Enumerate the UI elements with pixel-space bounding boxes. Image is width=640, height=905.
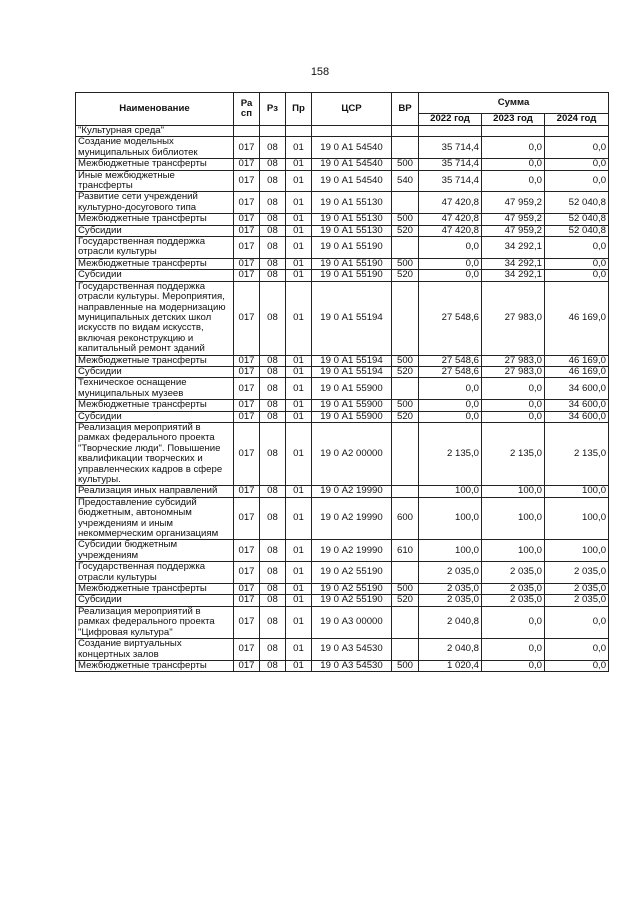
header-vr: ВР <box>392 93 419 126</box>
cell-csr: 19 0 А1 55130 <box>312 225 392 236</box>
cell-sum-2022 <box>419 126 482 137</box>
cell-name: Субсидии <box>76 270 234 281</box>
cell-rz: 08 <box>260 258 286 269</box>
cell-csr: 19 0 А2 19990 <box>312 540 392 562</box>
cell-sum-2023: 0,0 <box>482 159 545 170</box>
cell-vr: 500 <box>392 159 419 170</box>
table-row <box>76 562 609 584</box>
cell-sum-2023: 0,0 <box>482 660 545 671</box>
cell-rz: 08 <box>260 137 286 159</box>
cell-name: Реализация мероприятий в рамках федерального проекта "Творческие люди". Повышение квалификации творческих и управленческих кадров в сфере культуры. <box>76 422 234 485</box>
cell-sum-2024: 0,0 <box>545 639 609 661</box>
cell-rasp: 017 <box>234 366 260 377</box>
cell-pr: 01 <box>286 366 312 377</box>
cell-sum-2024: 0,0 <box>545 258 609 269</box>
cell-csr: 19 0 А2 55190 <box>312 595 392 606</box>
cell-pr: 01 <box>286 584 312 595</box>
cell-name: Межбюджетные трансферты <box>76 400 234 411</box>
cell-pr: 01 <box>286 281 312 355</box>
cell-pr: 01 <box>286 355 312 366</box>
cell-name: Создание модельных муниципальных библиотек <box>76 137 234 159</box>
cell-rasp: 017 <box>234 595 260 606</box>
table-row <box>76 355 609 366</box>
cell-sum-2023: 34 292,1 <box>482 237 545 259</box>
cell-name: "Культурная среда" <box>76 126 234 137</box>
cell-rz: 08 <box>260 225 286 236</box>
cell-csr: 19 0 А2 55190 <box>312 584 392 595</box>
cell-vr <box>392 126 419 137</box>
cell-sum-2022: 100,0 <box>419 497 482 540</box>
cell-vr: 500 <box>392 400 419 411</box>
table-row <box>76 639 609 661</box>
cell-csr: 19 0 А2 55190 <box>312 562 392 584</box>
cell-csr: 19 0 А1 55900 <box>312 378 392 400</box>
cell-rasp: 017 <box>234 497 260 540</box>
cell-vr <box>392 281 419 355</box>
cell-sum-2023: 0,0 <box>482 378 545 400</box>
cell-sum-2023: 100,0 <box>482 486 545 497</box>
cell-pr: 01 <box>286 540 312 562</box>
cell-name: Иные межбюджетные трансферты <box>76 170 234 192</box>
cell-csr <box>312 126 392 137</box>
cell-sum-2023: 2 135,0 <box>482 422 545 485</box>
cell-rz: 08 <box>260 422 286 485</box>
cell-sum-2023 <box>482 126 545 137</box>
table-row <box>76 159 609 170</box>
header-rz: Рз <box>260 93 286 126</box>
cell-sum-2024: 0,0 <box>545 660 609 671</box>
table-row <box>76 366 609 377</box>
cell-vr: 520 <box>392 366 419 377</box>
table-row <box>76 660 609 671</box>
cell-csr: 19 0 А2 19990 <box>312 497 392 540</box>
cell-pr: 01 <box>286 237 312 259</box>
cell-rz: 08 <box>260 595 286 606</box>
cell-rasp: 017 <box>234 159 260 170</box>
cell-sum-2022: 2 035,0 <box>419 562 482 584</box>
cell-rz: 08 <box>260 214 286 225</box>
cell-sum-2023: 47 959,2 <box>482 225 545 236</box>
table-body <box>76 126 609 672</box>
cell-name: Межбюджетные трансферты <box>76 584 234 595</box>
page-number: 158 <box>310 66 330 78</box>
cell-sum-2023: 34 292,1 <box>482 270 545 281</box>
cell-rasp: 017 <box>234 258 260 269</box>
cell-rasp: 017 <box>234 400 260 411</box>
table-row <box>76 378 609 400</box>
cell-rasp: 017 <box>234 562 260 584</box>
cell-sum-2022: 0,0 <box>419 270 482 281</box>
header-year-2022: 2022 год <box>419 114 482 126</box>
cell-pr: 01 <box>286 562 312 584</box>
cell-rasp: 017 <box>234 411 260 422</box>
table-row <box>76 400 609 411</box>
table-row <box>76 595 609 606</box>
cell-vr <box>392 606 419 638</box>
cell-rasp: 017 <box>234 214 260 225</box>
cell-vr <box>392 137 419 159</box>
cell-sum-2024: 46 169,0 <box>545 281 609 355</box>
cell-rasp: 017 <box>234 584 260 595</box>
cell-name: Субсидии <box>76 225 234 236</box>
cell-rz: 08 <box>260 270 286 281</box>
cell-vr <box>392 192 419 214</box>
cell-pr: 01 <box>286 270 312 281</box>
cell-pr: 01 <box>286 137 312 159</box>
cell-pr: 01 <box>286 258 312 269</box>
cell-pr: 01 <box>286 192 312 214</box>
cell-vr: 540 <box>392 170 419 192</box>
table-row <box>76 606 609 638</box>
cell-rasp: 017 <box>234 237 260 259</box>
cell-name: Субсидии <box>76 366 234 377</box>
cell-rz: 08 <box>260 497 286 540</box>
table-row <box>76 540 609 562</box>
cell-vr: 520 <box>392 225 419 236</box>
cell-vr: 520 <box>392 595 419 606</box>
cell-sum-2024: 34 600,0 <box>545 400 609 411</box>
header-pr: Пр <box>286 93 312 126</box>
cell-rasp: 017 <box>234 225 260 236</box>
cell-rz: 08 <box>260 378 286 400</box>
cell-name: Предоставление субсидий бюджетным, автономным учреждениям и иным некоммерческим организациям <box>76 497 234 540</box>
cell-rasp: 017 <box>234 639 260 661</box>
cell-pr: 01 <box>286 595 312 606</box>
cell-name: Государственная поддержка отрасли культуры <box>76 562 234 584</box>
cell-rasp: 017 <box>234 270 260 281</box>
cell-sum-2023: 2 035,0 <box>482 584 545 595</box>
cell-vr <box>392 486 419 497</box>
cell-sum-2022: 47 420,8 <box>419 225 482 236</box>
cell-sum-2024: 0,0 <box>545 270 609 281</box>
cell-rasp: 017 <box>234 192 260 214</box>
cell-csr: 19 0 А3 54530 <box>312 660 392 671</box>
cell-name: Межбюджетные трансферты <box>76 258 234 269</box>
cell-csr: 19 0 А3 54530 <box>312 639 392 661</box>
cell-sum-2023: 0,0 <box>482 411 545 422</box>
cell-vr <box>392 378 419 400</box>
cell-sum-2023: 0,0 <box>482 400 545 411</box>
cell-pr: 01 <box>286 660 312 671</box>
cell-sum-2024: 100,0 <box>545 486 609 497</box>
table-row <box>76 411 609 422</box>
cell-csr: 19 0 А1 55900 <box>312 411 392 422</box>
table-row <box>76 170 609 192</box>
cell-rz: 08 <box>260 562 286 584</box>
header-name: Наименование <box>76 93 234 126</box>
cell-sum-2022: 2 135,0 <box>419 422 482 485</box>
table-row <box>76 497 609 540</box>
cell-csr: 19 0 А1 55900 <box>312 400 392 411</box>
cell-rasp: 017 <box>234 606 260 638</box>
cell-sum-2022: 35 714,4 <box>419 137 482 159</box>
cell-sum-2024: 2 035,0 <box>545 562 609 584</box>
cell-name: Субсидии бюджетным учреждениям <box>76 540 234 562</box>
cell-vr: 520 <box>392 270 419 281</box>
table-row <box>76 214 609 225</box>
cell-name: Реализация иных направлений <box>76 486 234 497</box>
header-csr: ЦСР <box>312 93 392 126</box>
cell-sum-2024: 52 040,8 <box>545 214 609 225</box>
cell-rasp: 017 <box>234 281 260 355</box>
cell-sum-2022: 35 714,4 <box>419 159 482 170</box>
cell-sum-2022: 1 020,4 <box>419 660 482 671</box>
header-sum: Сумма <box>419 93 609 114</box>
cell-sum-2022: 0,0 <box>419 237 482 259</box>
cell-sum-2022: 0,0 <box>419 258 482 269</box>
cell-sum-2024: 2 035,0 <box>545 595 609 606</box>
cell-name: Межбюджетные трансферты <box>76 660 234 671</box>
cell-sum-2023: 0,0 <box>482 639 545 661</box>
header-rasp: Ра сп <box>234 93 260 126</box>
cell-sum-2024: 46 169,0 <box>545 366 609 377</box>
cell-rz: 08 <box>260 366 286 377</box>
cell-pr: 01 <box>286 486 312 497</box>
cell-sum-2023: 2 035,0 <box>482 595 545 606</box>
cell-rz: 08 <box>260 237 286 259</box>
cell-csr: 19 0 А1 55194 <box>312 355 392 366</box>
header-year-2024: 2024 год <box>545 114 609 126</box>
cell-vr: 500 <box>392 355 419 366</box>
cell-sum-2022: 27 548,6 <box>419 281 482 355</box>
cell-vr: 600 <box>392 497 419 540</box>
cell-csr: 19 0 А1 54540 <box>312 170 392 192</box>
cell-rz: 08 <box>260 400 286 411</box>
cell-pr: 01 <box>286 497 312 540</box>
cell-pr: 01 <box>286 378 312 400</box>
cell-sum-2023: 27 983,0 <box>482 281 545 355</box>
cell-sum-2024: 100,0 <box>545 497 609 540</box>
cell-rasp: 017 <box>234 660 260 671</box>
cell-rz: 08 <box>260 159 286 170</box>
cell-rz: 08 <box>260 606 286 638</box>
cell-pr: 01 <box>286 225 312 236</box>
cell-vr <box>392 639 419 661</box>
cell-vr: 500 <box>392 214 419 225</box>
cell-sum-2022: 27 548,6 <box>419 366 482 377</box>
cell-pr: 01 <box>286 159 312 170</box>
cell-name: Межбюджетные трансферты <box>76 214 234 225</box>
table-row <box>76 225 609 236</box>
cell-name: Развитие сети учреждений культурно-досугового типа <box>76 192 234 214</box>
cell-sum-2024: 34 600,0 <box>545 411 609 422</box>
cell-name: Техническое оснащение муниципальных музеев <box>76 378 234 400</box>
cell-name: Реализация мероприятий в рамках федерального проекта "Цифровая культура" <box>76 606 234 638</box>
header-year-2023: 2023 год <box>482 114 545 126</box>
cell-rz: 08 <box>260 584 286 595</box>
cell-sum-2022: 27 548,6 <box>419 355 482 366</box>
cell-rz: 08 <box>260 192 286 214</box>
cell-csr: 19 0 А1 54540 <box>312 159 392 170</box>
table-row <box>76 137 609 159</box>
cell-sum-2022: 2 035,0 <box>419 584 482 595</box>
cell-sum-2022: 100,0 <box>419 486 482 497</box>
cell-sum-2023: 0,0 <box>482 606 545 638</box>
cell-sum-2023: 0,0 <box>482 170 545 192</box>
cell-vr: 610 <box>392 540 419 562</box>
cell-sum-2024: 100,0 <box>545 540 609 562</box>
cell-name: Межбюджетные трансферты <box>76 355 234 366</box>
cell-sum-2024 <box>545 126 609 137</box>
header-row-main <box>76 93 609 114</box>
cell-sum-2024: 34 600,0 <box>545 378 609 400</box>
cell-sum-2022: 100,0 <box>419 540 482 562</box>
cell-vr: 520 <box>392 411 419 422</box>
cell-sum-2022: 2 040,8 <box>419 606 482 638</box>
cell-sum-2023: 100,0 <box>482 497 545 540</box>
cell-csr: 19 0 А1 55190 <box>312 270 392 281</box>
cell-rz: 08 <box>260 355 286 366</box>
cell-sum-2022: 2 035,0 <box>419 595 482 606</box>
cell-csr: 19 0 А2 00000 <box>312 422 392 485</box>
cell-sum-2024: 2 035,0 <box>545 584 609 595</box>
cell-pr <box>286 126 312 137</box>
cell-csr: 19 0 А1 55194 <box>312 281 392 355</box>
cell-pr: 01 <box>286 606 312 638</box>
cell-rz: 08 <box>260 639 286 661</box>
table-row <box>76 486 609 497</box>
cell-sum-2024: 0,0 <box>545 159 609 170</box>
table-row <box>76 281 609 355</box>
cell-rz: 08 <box>260 486 286 497</box>
cell-csr: 19 0 А1 55190 <box>312 258 392 269</box>
cell-vr <box>392 422 419 485</box>
cell-rasp: 017 <box>234 355 260 366</box>
table-row <box>76 192 609 214</box>
cell-sum-2024: 0,0 <box>545 606 609 638</box>
cell-sum-2023: 34 292,1 <box>482 258 545 269</box>
cell-vr: 500 <box>392 660 419 671</box>
cell-sum-2024: 52 040,8 <box>545 225 609 236</box>
cell-sum-2024: 2 135,0 <box>545 422 609 485</box>
cell-pr: 01 <box>286 400 312 411</box>
cell-csr: 19 0 А1 54540 <box>312 137 392 159</box>
cell-pr: 01 <box>286 411 312 422</box>
cell-rz: 08 <box>260 660 286 671</box>
cell-sum-2022: 47 420,8 <box>419 214 482 225</box>
cell-pr: 01 <box>286 639 312 661</box>
cell-rz: 08 <box>260 540 286 562</box>
cell-pr: 01 <box>286 422 312 485</box>
cell-sum-2023: 0,0 <box>482 137 545 159</box>
cell-rz: 08 <box>260 170 286 192</box>
cell-sum-2023: 47 959,2 <box>482 214 545 225</box>
cell-sum-2024: 46 169,0 <box>545 355 609 366</box>
cell-csr: 19 0 А1 55130 <box>312 192 392 214</box>
table-row <box>76 270 609 281</box>
cell-vr <box>392 237 419 259</box>
cell-sum-2023: 27 983,0 <box>482 366 545 377</box>
cell-sum-2022: 0,0 <box>419 411 482 422</box>
cell-rz: 08 <box>260 281 286 355</box>
cell-csr: 19 0 А2 19990 <box>312 486 392 497</box>
cell-vr: 500 <box>392 584 419 595</box>
cell-sum-2023: 27 983,0 <box>482 355 545 366</box>
cell-pr: 01 <box>286 170 312 192</box>
cell-sum-2024: 0,0 <box>545 237 609 259</box>
cell-name: Создание виртуальных концертных залов <box>76 639 234 661</box>
cell-name: Межбюджетные трансферты <box>76 159 234 170</box>
cell-sum-2023: 2 035,0 <box>482 562 545 584</box>
table-row <box>76 237 609 259</box>
cell-name: Государственная поддержка отрасли культуры. Мероприятия, направленные на модернизацию муниципальных детских школ искусств по видам искусств, включая реконструкцию и капитальный ремонт зданий <box>76 281 234 355</box>
cell-rasp: 017 <box>234 540 260 562</box>
cell-sum-2024: 0,0 <box>545 137 609 159</box>
cell-rasp <box>234 126 260 137</box>
cell-rasp: 017 <box>234 486 260 497</box>
cell-sum-2022: 47 420,8 <box>419 192 482 214</box>
cell-sum-2022: 2 040,8 <box>419 639 482 661</box>
cell-rasp: 017 <box>234 170 260 192</box>
cell-rasp: 017 <box>234 378 260 400</box>
cell-rasp: 017 <box>234 137 260 159</box>
cell-vr: 500 <box>392 258 419 269</box>
cell-sum-2024: 52 040,8 <box>545 192 609 214</box>
table-row <box>76 258 609 269</box>
cell-sum-2022: 0,0 <box>419 400 482 411</box>
cell-sum-2023: 100,0 <box>482 540 545 562</box>
cell-name: Субсидии <box>76 411 234 422</box>
cell-name: Государственная поддержка отрасли культуры <box>76 237 234 259</box>
table-row <box>76 584 609 595</box>
cell-sum-2023: 47 959,2 <box>482 192 545 214</box>
cell-pr: 01 <box>286 214 312 225</box>
cell-sum-2022: 35 714,4 <box>419 170 482 192</box>
cell-vr <box>392 562 419 584</box>
cell-name: Субсидии <box>76 595 234 606</box>
cell-sum-2024: 0,0 <box>545 170 609 192</box>
cell-csr: 19 0 А1 55190 <box>312 237 392 259</box>
cell-csr: 19 0 А1 55194 <box>312 366 392 377</box>
cell-rz <box>260 126 286 137</box>
table-row <box>76 126 609 137</box>
cell-csr: 19 0 А1 55130 <box>312 214 392 225</box>
cell-sum-2022: 0,0 <box>419 378 482 400</box>
table-row <box>76 422 609 485</box>
cell-rz: 08 <box>260 411 286 422</box>
budget-table <box>75 92 609 672</box>
cell-rasp: 017 <box>234 422 260 485</box>
cell-csr: 19 0 А3 00000 <box>312 606 392 638</box>
